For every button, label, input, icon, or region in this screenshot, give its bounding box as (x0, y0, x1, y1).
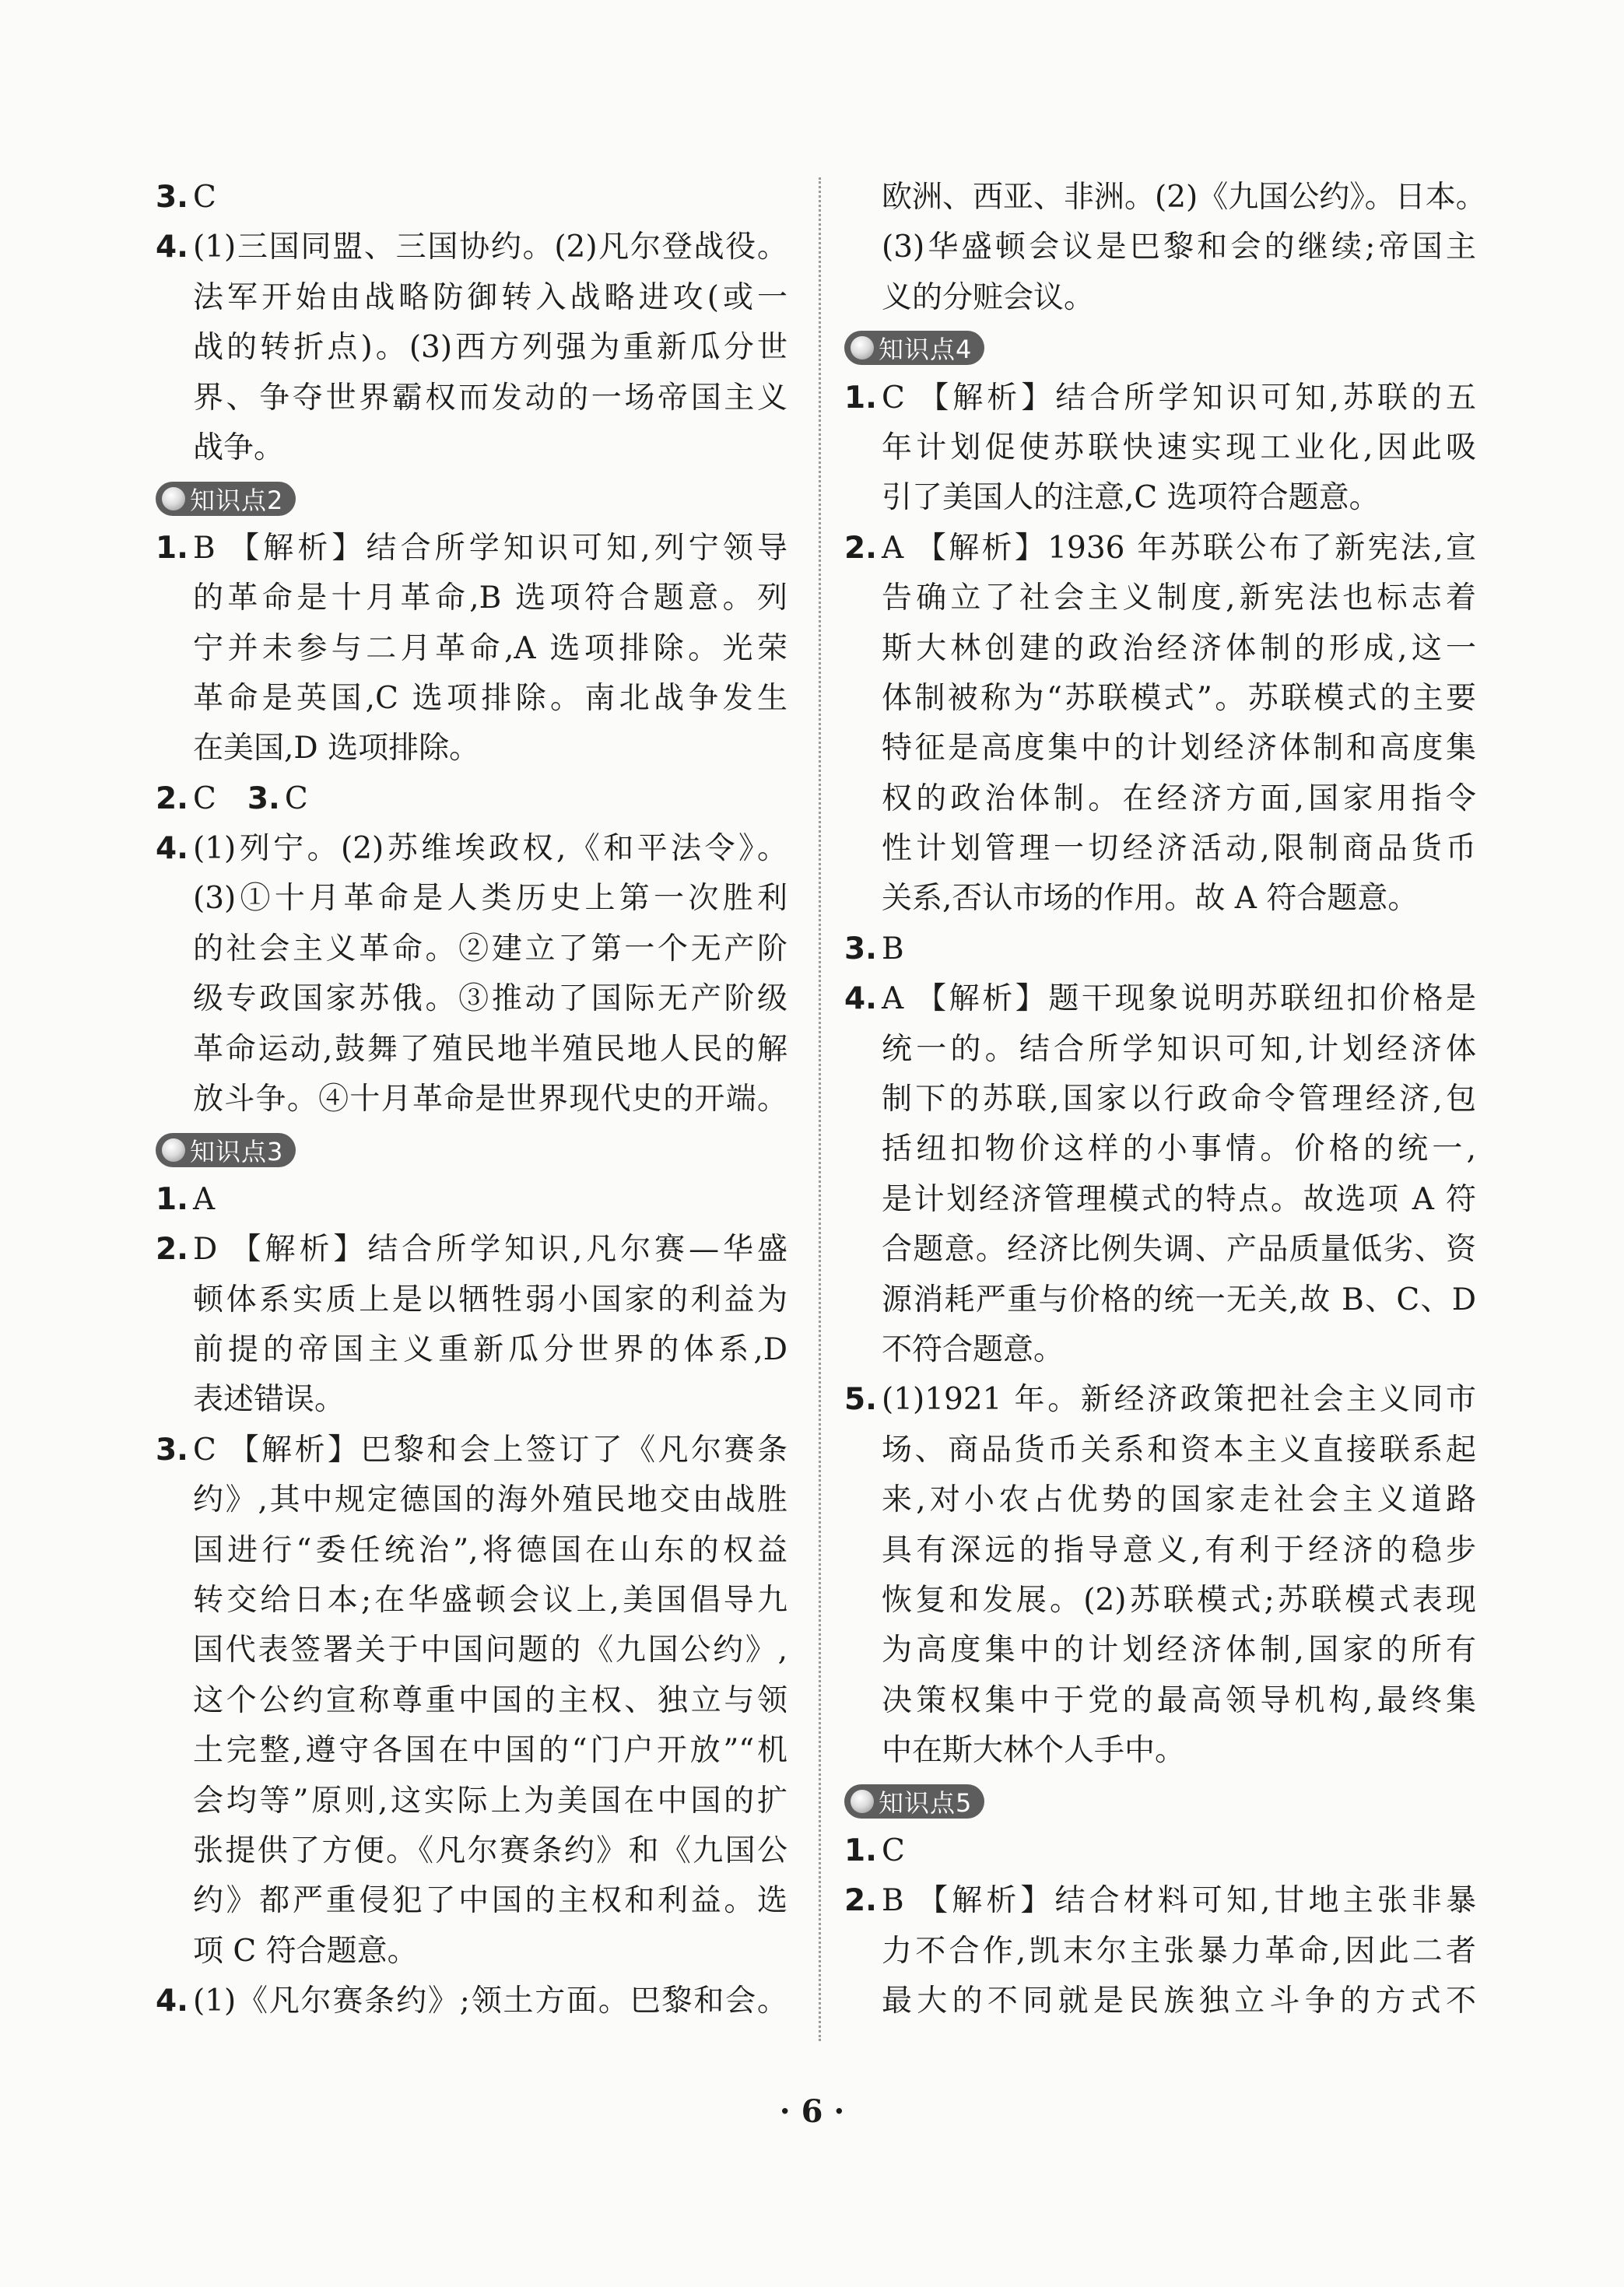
answer-text: C (193, 180, 216, 215)
answer-text: 在美国,D 选项排除。 (193, 731, 480, 766)
answer-continuation (156, 1475, 787, 1525)
section-label: 知识点4 (879, 335, 973, 365)
answer-text: C (193, 780, 216, 816)
question-number: 3. (156, 1432, 188, 1468)
question-number: 4. (156, 1984, 188, 2019)
answer-continuation (844, 624, 1476, 674)
answer-continuation (156, 1375, 787, 1425)
answer-line (156, 824, 787, 874)
answer-continuation (156, 1275, 787, 1325)
sphere-icon (162, 1138, 185, 1162)
question-number: 4. (844, 981, 877, 1017)
question-number: 4. (156, 831, 188, 867)
answer-continuation (844, 1325, 1476, 1375)
answer-continuation (156, 1526, 787, 1576)
knowledge-point-badge (844, 331, 984, 365)
answer-text: (1)《凡尔赛条约》;领土方面。巴黎和会。 (193, 1984, 787, 2019)
answer-text: 决策权集中于党的最高领导机构,最终集 (882, 1682, 1476, 1718)
answer-line (844, 1375, 1476, 1425)
sphere-icon (162, 487, 185, 510)
answer-continuation (156, 674, 787, 724)
question-number: 3. (156, 180, 188, 215)
answer-text: 是计划经济管理模式的特点。故选项 A 符 (882, 1181, 1476, 1217)
answer-text: 级专政国家苏俄。③推动了国际无产阶级 (193, 981, 787, 1017)
answer-continuation (844, 273, 1476, 323)
answer-continuation (844, 223, 1476, 272)
answer-text: 年计划促使苏联快速实现工业化,因此吸 (882, 430, 1476, 465)
knowledge-point-badge (156, 482, 296, 516)
answer-text: 革命是英国,C 选项排除。南北战争发生 (193, 680, 787, 716)
answer-continuation (156, 1025, 787, 1075)
knowledge-point-badge (844, 1784, 984, 1819)
answer-continuation (156, 423, 787, 473)
answer-text: 革命运动,鼓舞了殖民地半殖民地人民的解 (193, 1031, 787, 1067)
answer-continuation (844, 173, 1486, 223)
answer-text: 法军开始由战略防御转入战略进攻(或一 (193, 279, 787, 315)
answer-continuation (844, 674, 1476, 724)
answer-continuation (156, 1576, 787, 1626)
answer-text: 制下的苏联,国家以行政命令管理经济,包 (882, 1082, 1476, 1117)
answer-continuation (844, 874, 1476, 924)
answer-text: 约》,其中规定德国的海外殖民地交由战胜 (193, 1482, 787, 1518)
question-number: 1. (844, 1833, 877, 1868)
answer-continuation (844, 824, 1476, 874)
answer-text: 引了美国人的注意,C 选项符合题意。 (882, 480, 1380, 516)
answer-line (844, 374, 1476, 423)
sphere-icon (851, 336, 874, 360)
answer-continuation (844, 1526, 1476, 1576)
answer-continuation (844, 1175, 1476, 1225)
answer-text: 顿体系实质上是以牺牲弱小国家的利益为 (193, 1282, 787, 1317)
answer-text: 的社会主义革命。②建立了第一个无产阶 (193, 931, 787, 966)
answer-text: 场、商品货币关系和资本主义直接联系起 (882, 1432, 1476, 1468)
answer-text: B 【解析】结合材料可知,甘地主张非暴 (882, 1883, 1476, 1919)
section-header (156, 473, 787, 523)
question-number: 1. (156, 530, 188, 566)
answer-continuation (156, 1777, 787, 1826)
answer-continuation (844, 1626, 1476, 1675)
answer-text: 土完整,遵守各国在中国的“门户开放”“机 (193, 1733, 787, 1769)
answer-text: 国代表签署关于中国问题的《九国公约》, (193, 1633, 787, 1668)
answer-continuation (156, 273, 787, 323)
answer-continuation (156, 874, 787, 924)
answer-text: 战的转折点)。(3)西方列强为重新瓜分世 (193, 330, 787, 366)
answer-text: D 【解析】结合所学知识,凡尔赛—华盛 (193, 1232, 787, 1268)
answer-text: 约》都严重侵犯了中国的主权和利益。选 (193, 1883, 787, 1919)
answer-continuation (156, 1075, 787, 1124)
answer-line (844, 974, 1476, 1024)
answer-line (844, 524, 1476, 574)
answer-line (156, 1175, 787, 1225)
answer-text: 具有深远的指导意义,有利于经济的稳步 (882, 1532, 1476, 1568)
answer-continuation (844, 1075, 1476, 1124)
answer-text: 权的政治体制。在经济方面,国家用指令 (882, 780, 1476, 816)
answer-line (156, 524, 787, 574)
answer-continuation (844, 724, 1476, 773)
answer-text: A 【解析】1936 年苏联公布了新宪法,宣 (882, 530, 1476, 566)
answer-continuation (156, 624, 787, 674)
answer-continuation (844, 1124, 1476, 1174)
answer-text: 中在斯大林个人手中。 (882, 1733, 1186, 1769)
answer-line (844, 1826, 1476, 1876)
answer-text: (1)列宁。(2)苏维埃政权,《和平法令》。 (193, 831, 787, 867)
answer-continuation (844, 1475, 1476, 1525)
answer-text: 为高度集中的计划经济体制,国家的所有 (882, 1633, 1476, 1668)
answer-line (156, 1426, 787, 1475)
answer-continuation (844, 774, 1476, 824)
answer-text: 的革命是十月革命,B 选项符合题意。列 (193, 581, 787, 616)
answer-continuation (156, 1726, 787, 1776)
answer-text: 来,对小农占优势的国家走社会主义道路 (882, 1482, 1476, 1518)
answer-continuation (156, 374, 787, 423)
answer-text: 项 C 符合题意。 (193, 1933, 418, 1969)
section-header (844, 1777, 1476, 1826)
answer-continuation (156, 1876, 787, 1926)
answer-text: 表述错误。 (193, 1382, 345, 1418)
right-column (844, 173, 1486, 2026)
section-label: 知识点5 (879, 1787, 973, 1818)
answer-continuation (156, 1826, 787, 1876)
knowledge-point-badge (156, 1133, 296, 1167)
answer-text: 斯大林创建的政治经济体制的形成,这一 (882, 630, 1476, 666)
answer-text: 张提供了方便。《凡尔赛条约》和《九国公 (193, 1833, 787, 1868)
answer-continuation (156, 924, 787, 974)
answer-text: 转交给日本;在华盛顿会议上,美国倡导九 (193, 1582, 787, 1618)
column-divider (819, 177, 821, 2041)
answer-continuation (844, 1576, 1476, 1626)
question-number: 2. (844, 1883, 877, 1919)
answer-text: B (882, 931, 904, 966)
answer-text: 恢复和发展。(2)苏联模式;苏联模式表现 (882, 1582, 1476, 1618)
answer-text: A 【解析】题干现象说明苏联纽扣价格是 (882, 981, 1476, 1017)
left-column (156, 173, 787, 2026)
question-number: 3. (247, 780, 280, 816)
answer-continuation (844, 1025, 1476, 1075)
answer-text: 告确立了社会主义制度,新宪法也标志着 (882, 581, 1476, 616)
page-number: · 6 · (779, 2093, 845, 2130)
section-label: 知识点3 (190, 1136, 284, 1166)
answer-text: 会均等”原则,这实际上为美国在中国的扩 (193, 1783, 787, 1819)
answer-line (156, 173, 787, 223)
answer-line (156, 1977, 787, 2026)
answer-continuation (156, 323, 787, 373)
answer-text: 这个公约宣称尊重中国的主权、独立与领 (193, 1682, 787, 1718)
answer-text: C (882, 1833, 905, 1868)
answer-continuation (156, 974, 787, 1024)
answer-line (844, 924, 1476, 974)
answer-text: 前提的帝国主义重新瓜分世界的体系,D (193, 1331, 787, 1367)
answer-text: 界、争夺世界霸权而发动的一场帝国主义 (193, 380, 787, 416)
answer-text: C 【解析】结合所学知识可知,苏联的五 (882, 380, 1476, 416)
answer-continuation (844, 1275, 1476, 1325)
answer-text: B 【解析】结合所学知识可知,列宁领导 (193, 530, 787, 566)
question-number: 3. (844, 931, 877, 966)
section-label: 知识点2 (190, 485, 284, 515)
answer-text: 特征是高度集中的计划经济体制和高度集 (882, 731, 1476, 766)
answer-continuation (844, 473, 1476, 523)
answer-text: (3)①十月革命是人类历史上第一次胜利 (193, 881, 787, 917)
answer-text: C (284, 780, 308, 816)
answer-text: (1)1921 年。新经济政策把社会主义同市 (882, 1382, 1476, 1418)
answer-text: 不符合题意。 (882, 1331, 1065, 1367)
question-number: 4. (156, 230, 188, 265)
answer-text: 关系,否认市场的作用。故 A 符合题意。 (882, 881, 1419, 917)
answer-text: C 【解析】巴黎和会上签订了《凡尔赛条 (193, 1432, 787, 1468)
answer-continuation (844, 1676, 1476, 1726)
answer-text: (1)三国同盟、三国协约。(2)凡尔登战役。 (193, 230, 787, 265)
answer-continuation (156, 1325, 787, 1375)
answer-line (844, 1876, 1476, 1926)
sphere-icon (851, 1790, 874, 1813)
question-number: 2. (156, 780, 188, 816)
answer-text: 统一的。结合所学知识可知,计划经济体 (882, 1031, 1476, 1067)
answer-text: 源消耗严重与价格的统一无关,故 B、C、D (882, 1282, 1476, 1317)
answer-text: 义的分赃会议。 (882, 279, 1095, 315)
answer-text: 欧洲、西亚、非洲。(2)《九国公约》。日本。 (882, 180, 1486, 215)
answer-text: 国进行“委任统治”,将德国在山东的权益 (193, 1532, 787, 1568)
answer-text: 最大的不同就是民族独立斗争的方式不 (882, 1984, 1476, 2019)
question-number: 5. (844, 1382, 877, 1418)
answer-continuation (844, 1977, 1476, 2026)
question-number: 2. (844, 530, 877, 566)
section-header (156, 1124, 787, 1174)
answer-continuation (156, 724, 787, 773)
answer-continuation (844, 1225, 1476, 1275)
answer-continuation (156, 1626, 787, 1675)
question-number: 1. (844, 380, 877, 416)
answer-line (156, 223, 787, 272)
answer-continuation (156, 1927, 787, 1977)
answer-text: A (193, 1181, 216, 1217)
answer-text: 体制被称为“苏联模式”。苏联模式的主要 (882, 680, 1476, 716)
answer-continuation (844, 1726, 1476, 1776)
answer-text: 战争。 (193, 430, 285, 465)
answer-continuation (156, 574, 787, 623)
answer-text: (3)华盛顿会议是巴黎和会的继续;帝国主 (882, 230, 1476, 265)
answer-text: 性计划管理一切经济活动,限制商品货币 (882, 831, 1476, 867)
answer-continuation (844, 1927, 1476, 1977)
answer-text: 括纽扣物价这样的小事情。价格的统一, (882, 1131, 1476, 1167)
answer-text: 放斗争。④十月革命是世界现代史的开端。 (193, 1082, 787, 1117)
answer-continuation (844, 423, 1476, 473)
answer-line (156, 1225, 787, 1275)
section-header (844, 323, 1476, 373)
answer-continuation (156, 1676, 787, 1726)
answer-text: 宁并未参与二月革命,A 选项排除。光荣 (193, 630, 787, 666)
answer-continuation (844, 1426, 1476, 1475)
question-number: 1. (156, 1181, 188, 1217)
question-number: 2. (156, 1232, 188, 1268)
answer-text: 力不合作,凯末尔主张暴力革命,因此二者 (882, 1933, 1476, 1969)
answer-line (156, 774, 787, 824)
answer-continuation (844, 574, 1476, 623)
answer-text: 合题意。经济比例失调、产品质量低劣、资 (882, 1232, 1476, 1268)
